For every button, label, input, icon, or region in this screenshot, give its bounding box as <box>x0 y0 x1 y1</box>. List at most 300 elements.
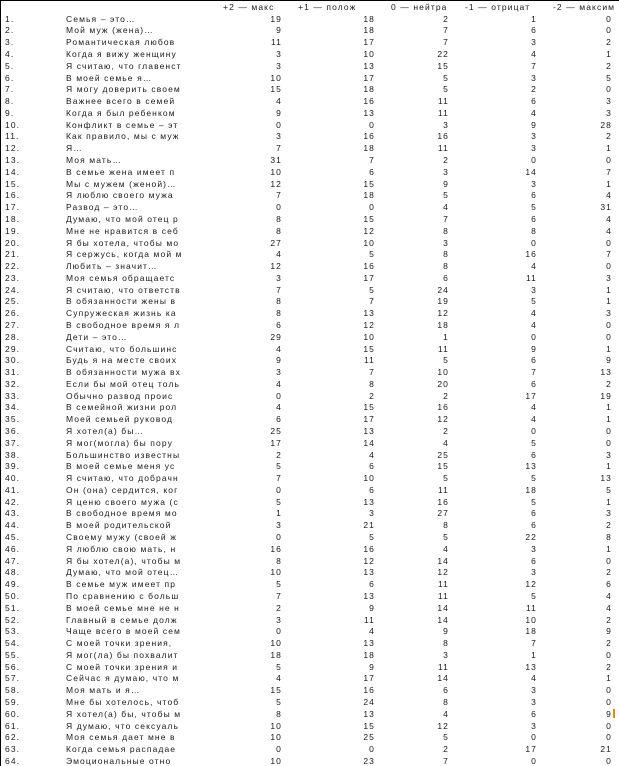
table-row[interactable] <box>1 25 619 37</box>
row-number: 28. <box>5 331 21 342</box>
cell-value: 4 <box>276 402 282 413</box>
table-row[interactable] <box>1 567 619 579</box>
table-row[interactable] <box>1 590 619 602</box>
table-row[interactable] <box>1 307 619 319</box>
row-label: Он (она) сердится, ког <box>66 484 179 495</box>
text-cursor <box>613 709 615 718</box>
cell-value: 1 <box>606 543 612 554</box>
row-label: В обязанности мужа вх <box>66 367 181 378</box>
table-row[interactable] <box>1 743 619 755</box>
cell-value: 6 <box>531 25 537 36</box>
cell-value: 1 <box>606 296 612 307</box>
cell-value: 4 <box>369 449 375 460</box>
cell-value: 5 <box>606 72 612 83</box>
cell-value: 0 <box>531 331 537 342</box>
cell-value: 15 <box>363 720 375 731</box>
cell-value: 7 <box>443 755 449 766</box>
cell-value: 3 <box>276 614 282 625</box>
row-label: Я ценю своего мужа (с <box>66 496 179 507</box>
cell-value: 0 <box>276 202 282 213</box>
cell-value: 9 <box>531 343 537 354</box>
row-number: 50. <box>5 590 21 601</box>
row-label: Моей семьей руковод <box>66 414 174 425</box>
cell-value: 0 <box>276 626 282 637</box>
row-number: 40. <box>5 473 21 484</box>
table-row[interactable] <box>1 319 619 331</box>
row-number: 5. <box>5 60 15 71</box>
table-row[interactable] <box>1 284 619 296</box>
cell-value: 12 <box>437 308 449 319</box>
cell-value: 9 <box>369 661 375 672</box>
row-number: 36. <box>5 426 21 437</box>
cell-value: 3 <box>531 543 537 554</box>
cell-value: 8 <box>276 708 282 719</box>
cell-value: 6 <box>369 166 375 177</box>
cell-value: 13 <box>363 308 375 319</box>
row-label: Я мог(могла) бы пору <box>66 437 173 448</box>
row-label: Своему мужу (своей ж <box>66 532 177 543</box>
table-row[interactable] <box>1 472 619 484</box>
row-label: В моей семье меня ус <box>66 461 176 472</box>
row-number: 46. <box>5 543 21 554</box>
cell-value: 4 <box>531 49 537 60</box>
cell-value: 4 <box>531 673 537 684</box>
table-row[interactable] <box>1 637 619 649</box>
table-row[interactable] <box>1 190 619 202</box>
cell-value: 7 <box>531 60 537 71</box>
cell-value: 2 <box>606 60 612 71</box>
row-number: 2. <box>5 25 15 36</box>
cell-value: 11 <box>437 590 449 601</box>
cell-value: 7 <box>531 367 537 378</box>
table-row[interactable] <box>1 260 619 272</box>
cell-value: 0 <box>606 685 612 696</box>
cell-value: 17 <box>363 673 375 684</box>
cell-value: 0 <box>369 744 375 755</box>
cell-value: 13 <box>363 590 375 601</box>
table-row[interactable] <box>1 95 619 107</box>
table-row[interactable] <box>1 131 619 143</box>
cell-value: 3 <box>606 449 612 460</box>
cell-value: 28 <box>600 119 612 130</box>
cell-value: 15 <box>363 178 375 189</box>
cell-value: 10 <box>270 166 282 177</box>
table-row[interactable] <box>1 166 619 178</box>
cell-value: 11 <box>525 272 537 283</box>
table-row[interactable] <box>1 13 619 25</box>
row-label: Я хотел(а) бы, чтобы м <box>66 708 182 719</box>
cell-value: 5 <box>276 696 282 707</box>
cell-value: 31 <box>600 202 612 213</box>
cell-value: 8 <box>276 296 282 307</box>
cell-value: 0 <box>606 437 612 448</box>
row-number: 54. <box>5 638 21 649</box>
table-row[interactable] <box>1 661 619 673</box>
cell-value: 0 <box>606 13 612 24</box>
cell-value: 5 <box>531 590 537 601</box>
table-row[interactable] <box>1 366 619 378</box>
row-label: С моей точки зрения, <box>66 638 173 649</box>
cell-value: 16 <box>363 96 375 107</box>
cell-value: 3 <box>531 685 537 696</box>
row-number: 45. <box>5 532 21 543</box>
cell-value: 21 <box>363 520 375 531</box>
table-row[interactable] <box>1 213 619 225</box>
row-number: 12. <box>5 143 21 154</box>
table-row[interactable] <box>1 107 619 119</box>
cell-value: 4 <box>276 96 282 107</box>
cell-value: 5 <box>443 190 449 201</box>
cell-value: 2 <box>443 744 449 755</box>
cell-value: 11 <box>437 107 449 118</box>
cell-value: 6 <box>531 508 537 519</box>
cell-value: 17 <box>363 414 375 425</box>
cell-value: 16 <box>363 131 375 142</box>
cell-value: 14 <box>437 673 449 684</box>
row-label: В свободное время я л <box>66 319 181 330</box>
cell-value: 4 <box>443 437 449 448</box>
cell-value: 0 <box>369 119 375 130</box>
cell-value: 2 <box>606 378 612 389</box>
table-row[interactable] <box>1 402 619 414</box>
table-row[interactable] <box>1 543 619 555</box>
table-row[interactable] <box>1 354 619 366</box>
column-header-minus1: -1 — отрицат <box>465 1 531 12</box>
cell-value: 20 <box>437 378 449 389</box>
table-row[interactable] <box>1 72 619 84</box>
table-row[interactable] <box>1 425 619 437</box>
cell-value: 12 <box>437 567 449 578</box>
cell-value: 3 <box>531 567 537 578</box>
table-row[interactable] <box>1 578 619 590</box>
cell-value: 2 <box>606 614 612 625</box>
cell-value: 9 <box>606 626 612 637</box>
cell-value: 4 <box>606 213 612 224</box>
cell-value: 6 <box>531 190 537 201</box>
cell-value: 14 <box>437 602 449 613</box>
cell-value: 13 <box>363 638 375 649</box>
cell-value: 9 <box>276 355 282 366</box>
row-label: Любить – значит… <box>66 261 158 272</box>
table-row[interactable] <box>1 390 619 402</box>
table-row[interactable] <box>1 496 619 508</box>
table-row[interactable] <box>1 484 619 496</box>
cell-value: 8 <box>443 225 449 236</box>
cell-value: 4 <box>276 343 282 354</box>
cell-value: 9 <box>276 107 282 118</box>
row-number: 49. <box>5 579 21 590</box>
row-label: Развод – это… <box>66 202 139 213</box>
table-row[interactable] <box>1 449 619 461</box>
table-row[interactable] <box>1 437 619 449</box>
cell-value: 18 <box>525 626 537 637</box>
cell-value: 0 <box>531 755 537 766</box>
cell-value: 5 <box>276 461 282 472</box>
row-label: Я люблю свою мать, н <box>66 543 177 554</box>
table-row[interactable] <box>1 696 619 708</box>
row-label: Моя семья обращаетс <box>66 272 176 283</box>
row-label: Моя мать и я… <box>66 685 141 696</box>
cell-value: 3 <box>276 520 282 531</box>
row-number: 51. <box>5 602 21 613</box>
table-row[interactable] <box>1 413 619 425</box>
table-row[interactable] <box>1 296 619 308</box>
cell-value: 7 <box>369 367 375 378</box>
cell-value: 11 <box>437 484 449 495</box>
table-row[interactable] <box>1 673 619 685</box>
cell-value: 8 <box>531 225 537 236</box>
cell-value: 12 <box>437 414 449 425</box>
cell-value: 0 <box>606 732 612 743</box>
cell-value: 25 <box>363 732 375 743</box>
table-row[interactable] <box>1 201 619 213</box>
cell-value: 10 <box>363 237 375 248</box>
cell-value: 18 <box>363 190 375 201</box>
row-label: Важнее всего в семей <box>66 96 176 107</box>
cell-value: 5 <box>531 202 537 213</box>
cell-value: 4 <box>531 107 537 118</box>
cell-value: 5 <box>443 72 449 83</box>
column-header-zero: 0 — нейтра <box>391 1 448 12</box>
row-label: Я считаю, что ответств <box>66 284 181 295</box>
table-row[interactable] <box>1 649 619 661</box>
cell-value: 7 <box>606 166 612 177</box>
cell-value: 0 <box>606 331 612 342</box>
cell-value: 6 <box>369 579 375 590</box>
cell-value: 2 <box>443 155 449 166</box>
row-number: 58. <box>5 685 21 696</box>
cell-value: 17 <box>363 72 375 83</box>
cell-value: 13 <box>363 496 375 507</box>
table-row[interactable] <box>1 460 619 472</box>
table-row[interactable] <box>1 60 619 72</box>
row-label: В семейной жизни рол <box>66 402 178 413</box>
row-number: 39. <box>5 461 21 472</box>
table-row[interactable] <box>1 119 619 131</box>
table-row[interactable] <box>1 708 619 720</box>
cell-value: 2 <box>443 13 449 24</box>
table-row[interactable] <box>1 237 619 249</box>
table-row[interactable] <box>1 331 619 343</box>
cell-value: 6 <box>369 484 375 495</box>
cell-value: 1 <box>606 414 612 425</box>
row-number: 27. <box>5 319 21 330</box>
cell-value: 1 <box>531 13 537 24</box>
cell-value: 5 <box>531 473 537 484</box>
cell-value: 6 <box>443 272 449 283</box>
cell-value: 3 <box>606 308 612 319</box>
cell-value: 29 <box>270 331 282 342</box>
cell-value: 3 <box>531 143 537 154</box>
row-label: По сравнению с больш <box>66 590 180 601</box>
cell-value: 21 <box>600 744 612 755</box>
cell-value: 13 <box>363 60 375 71</box>
cell-value: 6 <box>606 579 612 590</box>
table-row[interactable] <box>1 83 619 95</box>
cell-value: 11 <box>525 602 537 613</box>
cell-value: 18 <box>363 13 375 24</box>
cell-value: 3 <box>276 60 282 71</box>
cell-value: 10 <box>437 367 449 378</box>
cell-value: 13 <box>600 367 612 378</box>
cell-value: 0 <box>276 532 282 543</box>
cell-value: 13 <box>363 567 375 578</box>
cell-value: 6 <box>531 555 537 566</box>
cell-value: 6 <box>369 461 375 472</box>
cell-value: 5 <box>369 249 375 260</box>
cell-value: 10 <box>363 331 375 342</box>
row-number: 38. <box>5 449 21 460</box>
cell-value: 0 <box>606 720 612 731</box>
cell-value: 3 <box>531 72 537 83</box>
cell-value: 4 <box>531 319 537 330</box>
cell-value: 19 <box>600 390 612 401</box>
table-row[interactable] <box>1 555 619 567</box>
row-number: 21. <box>5 249 21 260</box>
cell-value: 22 <box>437 49 449 60</box>
row-label: В моей родительской <box>66 520 172 531</box>
row-number: 30. <box>5 355 21 366</box>
cell-value: 11 <box>363 355 375 366</box>
table-row[interactable] <box>1 225 619 237</box>
row-number: 55. <box>5 649 21 660</box>
table-row[interactable] <box>1 142 619 154</box>
cell-value: 5 <box>276 579 282 590</box>
table-row[interactable] <box>1 36 619 48</box>
cell-value: 3 <box>276 367 282 378</box>
cell-value: 5 <box>531 437 537 448</box>
column-header-plus1: +1 — полож <box>298 1 357 12</box>
row-number: 35. <box>5 414 21 425</box>
table-row[interactable] <box>1 625 619 637</box>
cell-value: 12 <box>363 225 375 236</box>
row-label: Супружеская жизнь ка <box>66 308 177 319</box>
table-row[interactable] <box>1 272 619 284</box>
cell-value: 8 <box>369 378 375 389</box>
table-row[interactable] <box>1 602 619 614</box>
cell-value: 1 <box>276 508 282 519</box>
cell-value: 0 <box>606 426 612 437</box>
row-label: В моей семье мне не н <box>66 602 180 613</box>
table-row[interactable] <box>1 378 619 390</box>
row-number: 33. <box>5 390 21 401</box>
cell-value: 7 <box>369 155 375 166</box>
row-number: 22. <box>5 261 21 272</box>
row-label: Мне бы хотелось, чтоб <box>66 696 180 707</box>
table-row[interactable] <box>1 178 619 190</box>
cell-value: 0 <box>276 744 282 755</box>
cell-value: 12 <box>437 720 449 731</box>
cell-value: 3 <box>276 131 282 142</box>
cell-value: 1 <box>606 402 612 413</box>
row-number: 42. <box>5 496 21 507</box>
cell-value: 0 <box>531 426 537 437</box>
cell-value: 3 <box>531 37 537 48</box>
row-label: Я хотел(а) бы… <box>66 426 145 437</box>
row-label: Я сержусь, когда мой м <box>66 249 183 260</box>
cell-value: 2 <box>606 37 612 48</box>
cell-value: 1 <box>531 649 537 660</box>
row-number: 25. <box>5 296 21 307</box>
table-row[interactable] <box>1 248 619 260</box>
cell-value: 12 <box>270 261 282 272</box>
cell-value: 9 <box>606 355 612 366</box>
cell-value: 2 <box>606 131 612 142</box>
table-row[interactable] <box>1 755 619 766</box>
cell-value: 9 <box>276 25 282 36</box>
cell-value: 4 <box>443 708 449 719</box>
cell-value: 5 <box>443 532 449 543</box>
row-label: Когда семья распадае <box>66 744 177 755</box>
table-row[interactable] <box>1 508 619 520</box>
cell-value: 18 <box>270 649 282 660</box>
cell-value: 9 <box>369 602 375 613</box>
row-label: Я люблю своего мужа <box>66 190 174 201</box>
cell-value: 18 <box>363 649 375 660</box>
row-label: Семья – это… <box>66 13 136 24</box>
table-row[interactable] <box>1 48 619 60</box>
row-number: 4. <box>5 49 15 60</box>
table-row[interactable] <box>1 720 619 732</box>
cell-value: 24 <box>363 696 375 707</box>
row-number: 23. <box>5 272 21 283</box>
cell-value: 6 <box>531 449 537 460</box>
row-label: Думаю, что мой отец р <box>66 213 179 224</box>
cell-value: 1 <box>443 331 449 342</box>
cell-value: 0 <box>606 84 612 95</box>
cell-value: 17 <box>525 744 537 755</box>
cell-value: 15 <box>363 343 375 354</box>
cell-value: 0 <box>369 202 375 213</box>
cell-value: 5 <box>369 284 375 295</box>
cell-value: 7 <box>276 143 282 154</box>
row-number: 13. <box>5 155 21 166</box>
row-label: Эмоциональные отно <box>66 755 172 766</box>
cell-value: 2 <box>443 426 449 437</box>
cell-value: 16 <box>363 261 375 272</box>
cell-value: 4 <box>276 673 282 684</box>
cell-value: 17 <box>525 390 537 401</box>
table-row[interactable] <box>1 731 619 743</box>
cell-value: 25 <box>270 426 282 437</box>
table-row[interactable] <box>1 531 619 543</box>
cell-value: 18 <box>363 143 375 154</box>
cell-value: 4 <box>443 202 449 213</box>
row-number: 56. <box>5 661 21 672</box>
cell-value: 3 <box>531 131 537 142</box>
cell-value: 3 <box>606 272 612 283</box>
cell-value: 3 <box>443 119 449 130</box>
row-label: С моей точки зрения и <box>66 661 179 672</box>
table-row[interactable] <box>1 154 619 166</box>
cell-value: 3 <box>531 284 537 295</box>
cell-value: 11 <box>363 614 375 625</box>
cell-value: 11 <box>437 96 449 107</box>
cell-value: 31 <box>270 155 282 166</box>
row-label: Если бы мой отец толь <box>66 378 181 389</box>
table-row[interactable] <box>1 614 619 626</box>
row-number: 47. <box>5 555 21 566</box>
cell-value: 0 <box>606 649 612 660</box>
cell-value: 13 <box>600 473 612 484</box>
table-row[interactable] <box>1 343 619 355</box>
table-row[interactable] <box>1 519 619 531</box>
cell-value: 6 <box>276 414 282 425</box>
cell-value: 3 <box>443 649 449 660</box>
table-row[interactable] <box>1 684 619 696</box>
cell-value: 2 <box>276 449 282 460</box>
row-number: 14. <box>5 166 21 177</box>
